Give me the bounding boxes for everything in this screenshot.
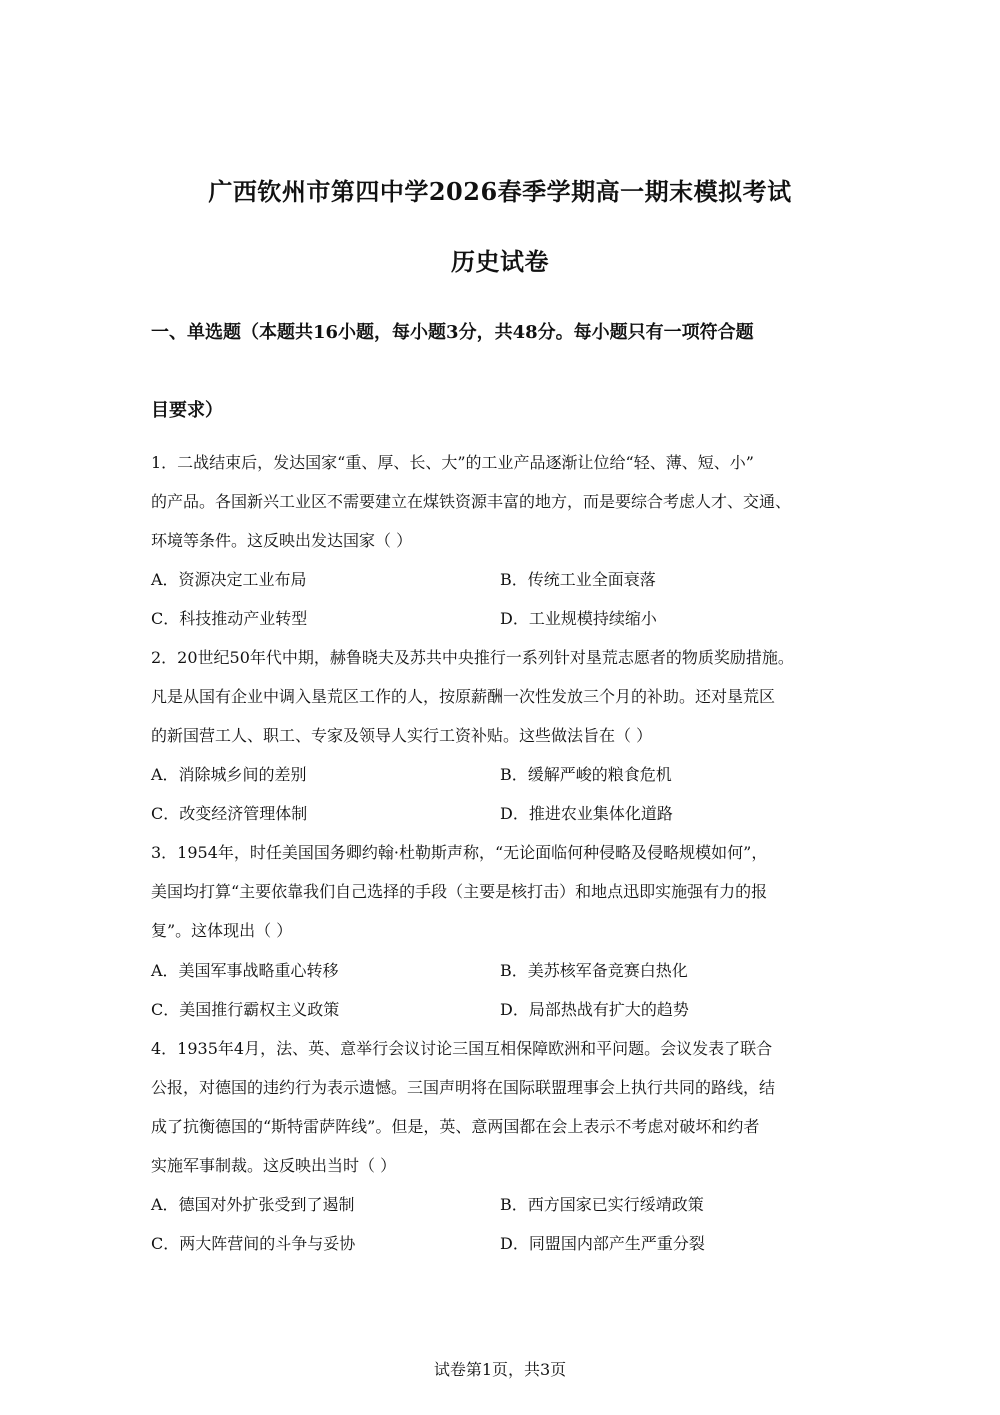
page-footer: 试卷第1页，共3页 — [433, 1360, 567, 1379]
question-text-line: 美国均打算“主要依靠我们自己选择的手段（主要是核打击）和地点迅即实施强有力的报 — [151, 882, 768, 901]
question-text-line: 复”。这体现出（ ） — [151, 921, 293, 940]
option-b: B．美苏核军备竞赛白热化 — [500, 961, 688, 980]
question-text-line: 3．1954年，时任美国国务卿约翰·杜勒斯声称，“无论面临何种侵略及侵略规模如何”， — [151, 843, 768, 862]
question-text-line: 1．二战结束后，发达国家“重、厚、长、大”的工业产品逐渐让位给“轻、薄、短、小” — [151, 453, 754, 472]
question-text-line: 公报，对德国的违约行为表示遗憾。三国声明将在国际联盟理事会上执行共同的路线，结 — [151, 1078, 776, 1097]
option-c: C．美国推行霸权主义政策 — [151, 1000, 340, 1019]
option-a: A．资源决定工业布局 — [151, 570, 307, 589]
question-text-line: 2．20世纪50年代中期，赫鲁晓夫及苏共中央推行一系列针对垦荒志愿者的物质奖励措施。 — [151, 648, 794, 667]
question-text-line: 的新国营工人、职工、专家及领导人实行工资补贴。这些做法旨在（ ） — [151, 726, 653, 745]
question-text-line: 成了抗衡德国的“斯特雷萨阵线”。但是，英、意两国都在会上表示不考虑对破坏和约者 — [151, 1117, 760, 1136]
option-b: B．传统工业全面衰落 — [500, 570, 656, 589]
option-c: C．改变经济管理体制 — [151, 804, 308, 823]
option-d: D．推进农业集体化道路 — [500, 804, 673, 823]
exam-title: 广西钦州市第四中学2026春季学期高一期末模拟考试 — [208, 177, 792, 206]
question-text-line: 实施军事制裁。这反映出当时（ ） — [151, 1156, 397, 1175]
section-heading-continued: 目要求） — [151, 400, 223, 421]
question-text-line: 凡是从国有企业中调入垦荒区工作的人，按原薪酬一次性发放三个月的补助。还对垦荒区 — [151, 687, 776, 706]
option-d: D．局部热战有扩大的趋势 — [500, 1000, 689, 1019]
option-c: C．科技推动产业转型 — [151, 609, 308, 628]
option-d: D．同盟国内部产生严重分裂 — [500, 1234, 705, 1253]
option-d: D．工业规模持续缩小 — [500, 609, 657, 628]
section-heading: 一、单选题（本题共16小题，每小题3分，共48分。每小题只有一项符合题 — [151, 322, 754, 343]
option-a: A．消除城乡间的差别 — [151, 765, 307, 784]
exam-subject-title: 历史试卷 — [451, 247, 549, 276]
question-text-line: 4．1935年4月，法、英、意举行会议讨论三国互相保障欧洲和平问题。会议发表了联合 — [151, 1039, 773, 1058]
option-b: B．缓解严峻的粮食危机 — [500, 765, 672, 784]
option-b: B．西方国家已实行绥靖政策 — [500, 1195, 704, 1214]
option-c: C．两大阵营间的斗争与妥协 — [151, 1234, 356, 1253]
option-a: A．德国对外扩张受到了遏制 — [151, 1195, 355, 1214]
question-text-line: 的产品。各国新兴工业区不需要建立在煤铁资源丰富的地方，而是要综合考虑人才、交通、 — [151, 492, 792, 511]
option-a: A．美国军事战略重心转移 — [151, 961, 339, 980]
question-text-line: 环境等条件。这反映出发达国家（ ） — [151, 531, 413, 550]
